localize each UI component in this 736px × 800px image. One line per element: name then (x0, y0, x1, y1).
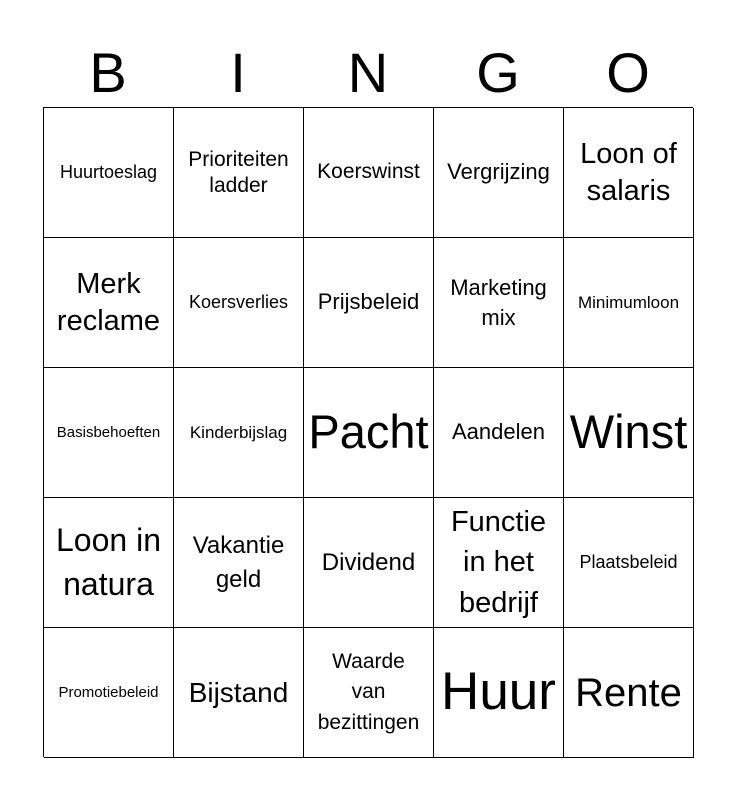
header-letter-i: I (230, 41, 246, 104)
header-letter-b: B (89, 41, 127, 104)
bingo-cell[interactable]: Prioriteiten ladder (174, 108, 304, 238)
bingo-cell[interactable]: Promotiebeleid (44, 628, 174, 758)
header-letter-o: O (606, 41, 650, 104)
bingo-cell[interactable]: Koerswinst (304, 108, 434, 238)
bingo-cell[interactable]: Huurtoeslag (44, 108, 174, 238)
bingo-card (43, 107, 693, 757)
bingo-cell[interactable]: Minimumloon (564, 238, 694, 368)
bingo-cell[interactable]: Merk reclame (44, 238, 174, 368)
bingo-cell[interactable]: Winst (564, 368, 694, 498)
bingo-cell[interactable]: Plaatsbeleid (564, 498, 694, 628)
bingo-cell[interactable]: Koersverlies (174, 238, 304, 368)
bingo-cell[interactable]: Dividend (304, 498, 434, 628)
bingo-cell[interactable]: Waarde van bezittingen (304, 628, 434, 758)
bingo-cell[interactable]: Marketing mix (434, 238, 564, 368)
bingo-cell[interactable]: Vakantie geld (174, 498, 304, 628)
bingo-cell[interactable]: Aandelen (434, 368, 564, 498)
bingo-cell[interactable]: Functie in het bedrijf (434, 498, 564, 628)
bingo-cell[interactable]: Rente (564, 628, 694, 758)
bingo-cell[interactable]: Pacht (304, 368, 434, 498)
bingo-cell[interactable]: Loon of salaris (564, 108, 694, 238)
bingo-cell[interactable]: Vergrijzing (434, 108, 564, 238)
bingo-cell[interactable]: Kinderbijslag (174, 368, 304, 498)
bingo-cell[interactable]: Basisbehoeften (44, 368, 174, 498)
bingo-cell[interactable]: Bijstand (174, 628, 304, 758)
bingo-header (43, 40, 693, 106)
bingo-cell[interactable]: Prijsbeleid (304, 238, 434, 368)
bingo-cell[interactable]: Huur (434, 628, 564, 758)
header-letter-n: N (347, 41, 389, 104)
header-letter-g: G (476, 41, 520, 104)
bingo-cell[interactable]: Loon in natura (44, 498, 174, 628)
